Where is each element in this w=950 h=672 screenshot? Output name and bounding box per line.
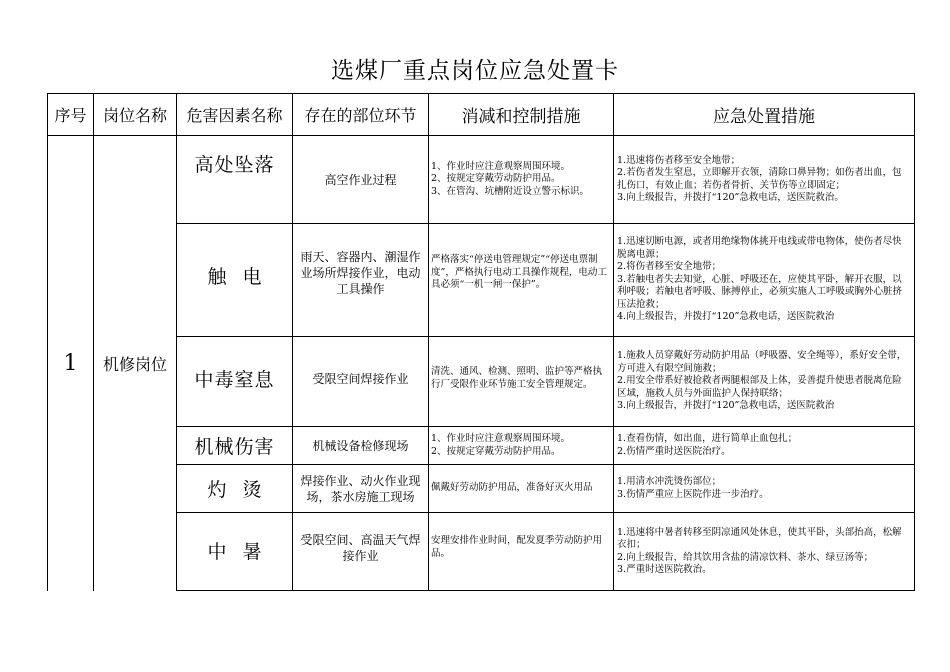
emergency-cell [614, 337, 915, 427]
emergency-cell [614, 224, 915, 337]
table-row [48, 465, 915, 513]
location-cell: 受限空间、高温天气焊接作业 [293, 513, 429, 591]
location-cell: 机械设备检修现场 [293, 427, 429, 465]
measures-cell [429, 337, 614, 427]
header-seq: 序号 [48, 94, 94, 136]
measure-line: 清洗、通风、检测、照明、监护等严格执行厂受限作业环节施工安全管理规定。 [431, 366, 603, 390]
emergency-line: 2.伤情严重时送医院治疗。 [617, 445, 731, 457]
emergency-cell [614, 465, 915, 513]
header-row [48, 94, 915, 136]
emergency-line: 1.施救人员穿戴好劳动防护用品（呼吸器、安全绳等），系好安全带，方可进入有限空间施救； [617, 350, 907, 374]
emergency-line: 3.若触电者失去知觉，心脏、呼吸还在，应使其平卧，解开衣服，以利呼吸；若触电者呼吸、脉搏停止，必须实施人工呼吸或胸外心脏挤压法抢救； [617, 273, 903, 310]
measures-cell [429, 465, 614, 513]
header-measures: 消减和控制措施 [429, 94, 614, 136]
location-cell: 焊接作业、动火作业现场，茶水房施工现场 [293, 465, 429, 513]
emergency-card-table [47, 93, 915, 591]
emergency-line: 3.伤情严重应上医院作进一步治疗。 [617, 488, 769, 500]
emergency-line: 1.迅速将伤者移至安全地带； [617, 154, 741, 166]
location-cell: 高空作业过程 [293, 136, 429, 224]
measures-cell [429, 224, 614, 337]
emergency-line: 3.向上级报告，并拨打“120”急救电话，送医院救治 [617, 400, 835, 412]
seq-cell [48, 136, 94, 591]
table-row [48, 513, 915, 591]
emergency-cell [614, 427, 915, 465]
emergency-cell [614, 513, 915, 591]
hazard-cell [177, 465, 293, 513]
emergency-line: 2.向上级报告，给其饮用含盐的清凉饮料、茶水、绿豆汤等； [617, 551, 874, 563]
table-row [48, 136, 915, 224]
emergency-cell [614, 136, 915, 224]
emergency-line: 4.向上级报告，并拨打“120”急救电话，送医院救治 [617, 311, 835, 323]
emergency-line: 2.将伤者移至安全地带； [617, 261, 722, 273]
post-name: 机修岗位 [102, 354, 167, 374]
table-row [48, 224, 915, 337]
measure-line: 安理安排作业时间，配发夏季劳动防护用品。 [431, 535, 603, 559]
measure-line: 1、作业时应注意观察周围环境。 [431, 433, 571, 444]
emergency-line: 1.迅速切断电源，或者用绝缘物体挑开电线或带电物体，使伤者尽快脱离电源； [617, 236, 902, 260]
emergency-line: 3.严重时送医院救治。 [617, 564, 712, 575]
hazard-cell [177, 224, 293, 337]
location-cell: 受限空间焊接作业 [293, 337, 429, 427]
hazard-name: 灼烫 [207, 479, 278, 501]
hazard-name: 中暑 [207, 541, 278, 563]
emergency-line: 1.迅速将中暑者转移至阴凉通风处休息，使其平卧，头部抬高，松解衣扣； [617, 526, 902, 550]
header-hazard: 危害因素名称 [177, 94, 293, 136]
measure-line: 1、作业时应注意观察周围环境。 [431, 160, 571, 172]
seq-number: 1 [63, 350, 78, 376]
hazard-cell: 机械伤害 [177, 427, 293, 465]
measure-line: 2、按规定穿戴劳动防护用品。 [431, 173, 561, 185]
hazard-cell: 高处坠落 [177, 136, 293, 224]
hazard-name: 触电 [207, 266, 278, 288]
measures-cell [429, 136, 614, 224]
measures-cell [429, 513, 614, 591]
emergency-line: 2.若伤者发生窒息，立即解开衣领，清除口鼻异物；如伤者出血，包扎伤口，有效止血；若伤者骨折、关节伤等立即固定； [617, 167, 902, 191]
hazard-cell [177, 513, 293, 591]
measure-line: 3、在管沟、坑槽附近设立警示标识。 [431, 185, 590, 197]
emergency-line: 1.查看伤情，如出血，进行简单止血包扎； [617, 433, 798, 444]
emergency-line: 3.向上级报告，并拨打“120”急救电话，送医院救治。 [617, 192, 844, 203]
measure-line: 严格落实“停送电管理规定”“停送电票制度”，严格执行电动工具操作规程，电动工具必须“一机一闸一保护”。 [431, 254, 607, 291]
measures-cell [429, 427, 614, 465]
emergency-line: 2.用安全带系好被抢救者两腿根部及上体，妥善提升使患者脱离危险区域，施救人员与外面监护人保持联络； [617, 375, 902, 399]
location-cell: 雨天、容器内、潮湿作业场所焊接作业，电动工具操作 [293, 224, 429, 337]
emergency-line: 1.用清水冲洗烫伤部位； [617, 476, 722, 487]
table-row [48, 337, 915, 427]
header-location: 存在的部位环节 [293, 94, 429, 136]
table-row [48, 427, 915, 465]
hazard-cell: 中毒窒息 [177, 337, 293, 427]
measure-line: 2、按规定穿戴劳动防护用品。 [431, 445, 561, 457]
post-cell [94, 136, 177, 591]
header-post: 岗位名称 [94, 94, 177, 136]
measure-line: 佩戴好劳动防护用品，准备好灭火用品 [431, 482, 593, 494]
header-emergency: 应急处置措施 [614, 94, 915, 136]
page-title: 选煤厂重点岗位应急处置卡 [331, 58, 619, 84]
